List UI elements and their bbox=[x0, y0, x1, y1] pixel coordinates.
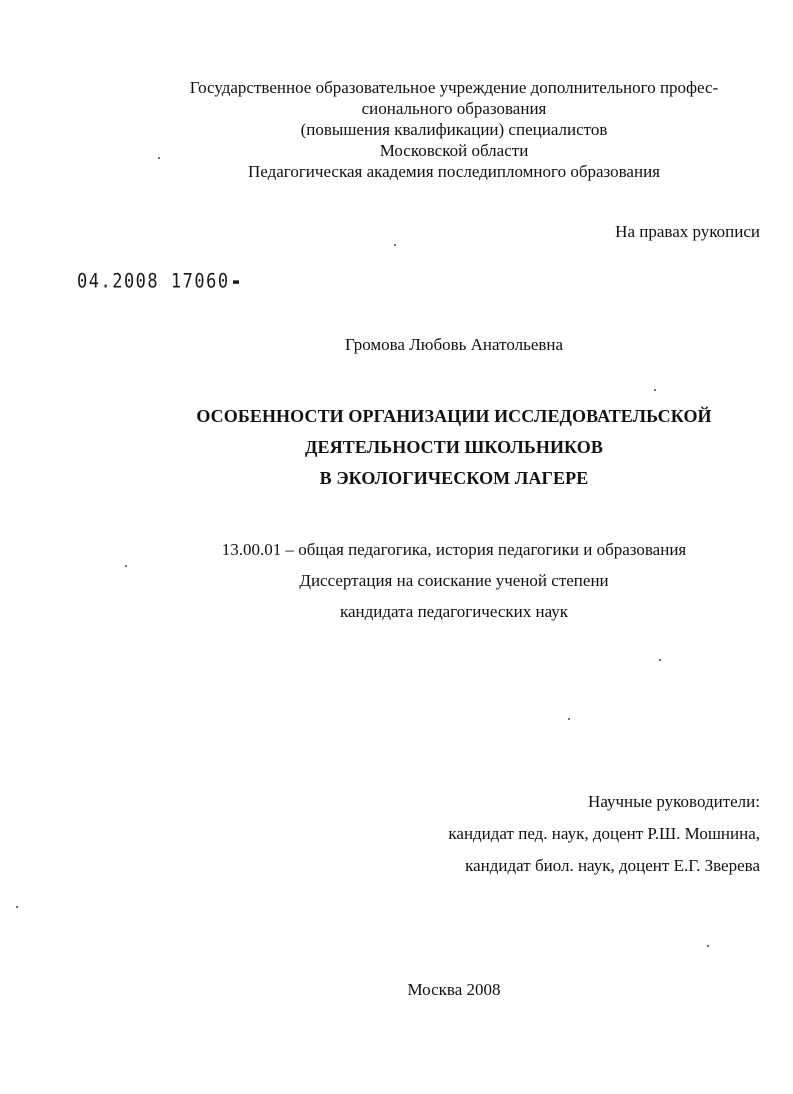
scan-speck bbox=[654, 389, 656, 391]
specialty-code-line: 13.00.01 – общая педагогика, история педагогики и образования bbox=[221, 540, 687, 559]
place-year: Москва 2008 bbox=[407, 980, 501, 999]
institution-line-2: сионального образования bbox=[361, 99, 547, 118]
supervisor-1: кандидат пед. наук, доцент Р.Ш. Мошнина, bbox=[448, 824, 760, 843]
institution-line-1: Государственное образовательное учреждение дополнительного профес- bbox=[189, 78, 719, 97]
degree-line-1: Диссертация на соискание ученой степени bbox=[299, 571, 609, 590]
registration-stamp bbox=[77, 270, 239, 293]
scan-speck bbox=[394, 244, 396, 246]
supervisors-heading: Научные руководители: bbox=[588, 792, 760, 811]
stamp-mark-icon bbox=[233, 280, 239, 283]
scan-speck bbox=[707, 945, 709, 947]
title-line-3: В ЭКОЛОГИЧЕСКОМ ЛАГЕРЕ bbox=[319, 468, 589, 488]
institution-line-5: Педагогическая академия последипломного образования bbox=[247, 162, 660, 181]
registration-stamp-text: 04.2008 17060 bbox=[77, 270, 230, 293]
author-name: Громова Любовь Анатольевна bbox=[344, 335, 564, 354]
scan-speck bbox=[125, 565, 127, 567]
institution-line-3: (повышения квалификации) специалистов bbox=[300, 120, 608, 139]
title-line-1: ОСОБЕННОСТИ ОРГАНИЗАЦИИ ИССЛЕДОВАТЕЛЬСКОЙ bbox=[196, 406, 712, 426]
manuscript-note: На правах рукописи bbox=[615, 222, 760, 241]
scan-speck bbox=[659, 659, 661, 661]
scan-speck bbox=[568, 718, 570, 720]
supervisor-2: кандидат биол. наук, доцент Е.Г. Зверева bbox=[465, 856, 760, 875]
degree-line-2: кандидата педагогических наук bbox=[339, 602, 569, 621]
institution-line-4: Московской области bbox=[379, 141, 529, 160]
scan-speck bbox=[158, 157, 160, 159]
scan-speck bbox=[16, 906, 18, 908]
title-line-2: ДЕЯТЕЛЬНОСТИ ШКОЛЬНИКОВ bbox=[305, 437, 603, 457]
